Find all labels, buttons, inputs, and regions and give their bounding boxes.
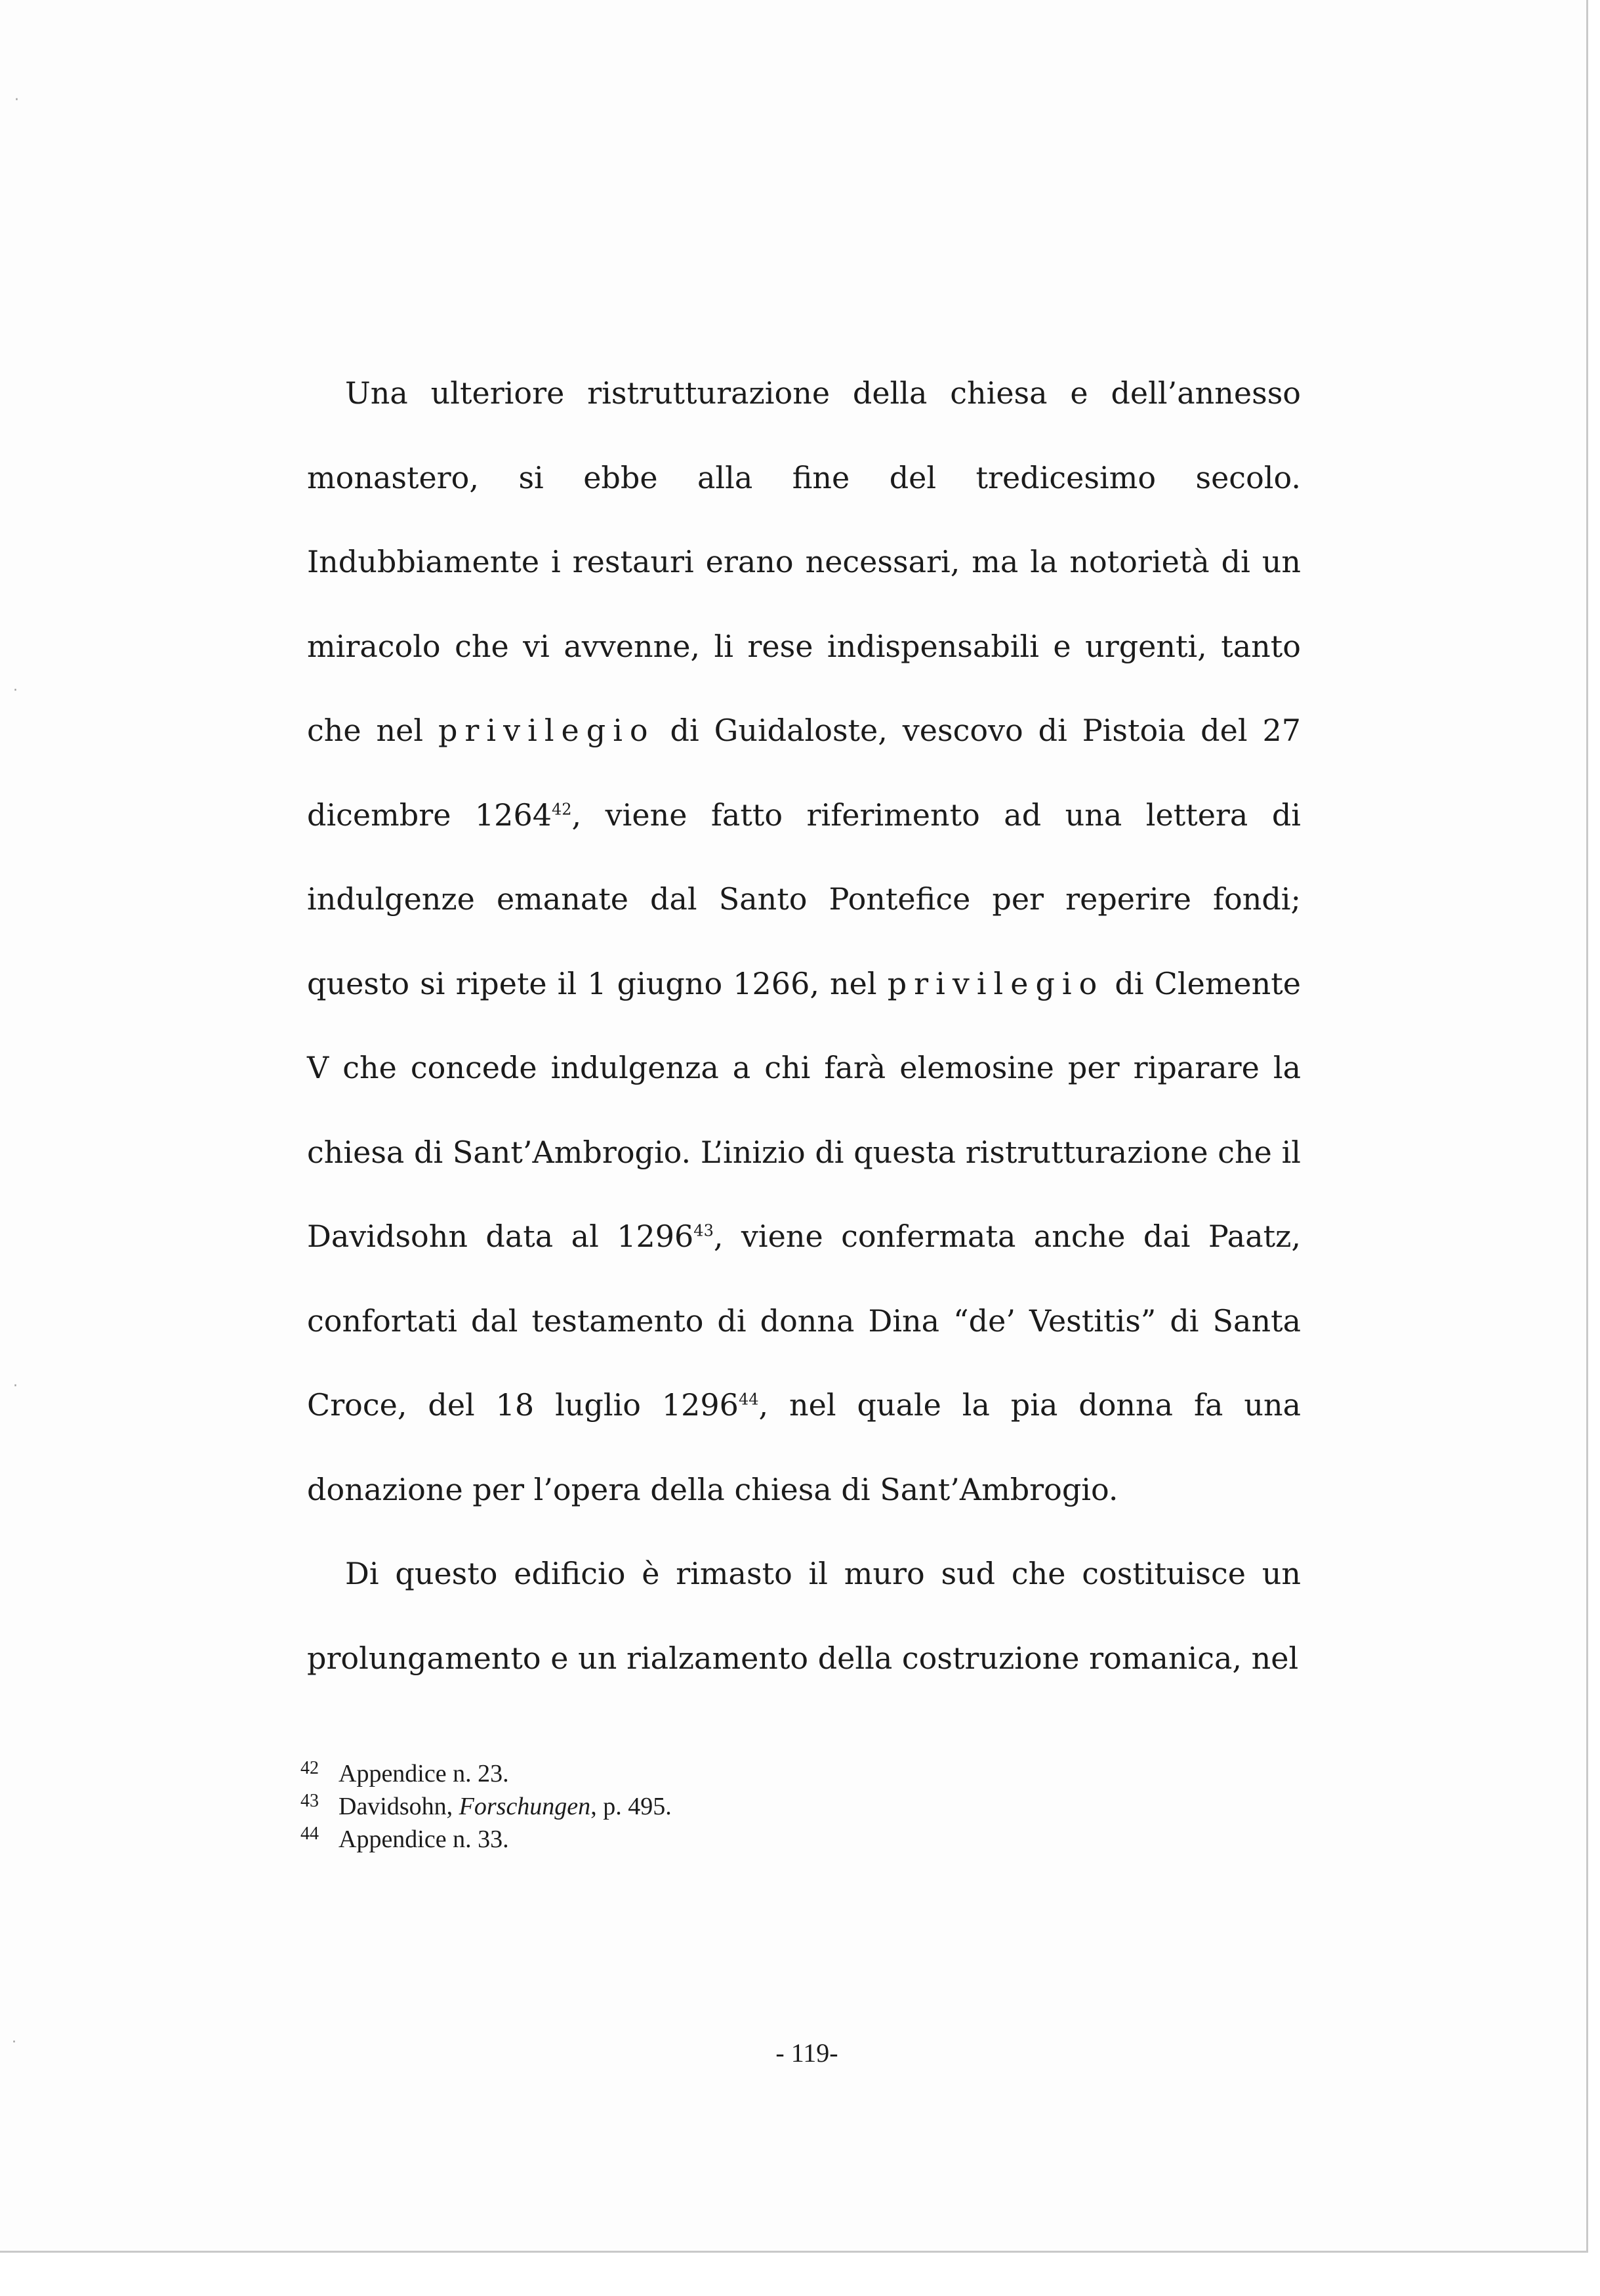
footnote-number: 43 (300, 1791, 319, 1811)
text-run: Appendice n. 33. (338, 1826, 509, 1853)
footnote-reference: 44 (738, 1390, 759, 1409)
footnote-text (338, 1759, 509, 1789)
footnotes (300, 1759, 1088, 1857)
footnote-text (338, 1824, 509, 1854)
margin-speck: · (12, 2034, 16, 2051)
paragraph (307, 1532, 1301, 1700)
paragraph (307, 351, 1301, 1532)
footnote-reference: 43 (693, 1221, 714, 1240)
footnote-text (338, 1791, 672, 1822)
text-run: , p. 495. (590, 1793, 672, 1820)
spaced-emphasis: privilegio (438, 713, 655, 748)
page-number: - 119- (775, 2038, 838, 2068)
text-run: Una ulteriore ristrutturazione della chiesa e dell’annesso monastero, si ebbe alla fine del tredicesimo secolo. Indubbiamente i restauri erano necessari, ma la notorietà di un miracolo che vi avvenne, li rese indispensabili e urgenti, tanto che nel (307, 375, 1301, 748)
footnote-reference: 42 (551, 800, 572, 819)
text-run: di Guidaloste, vescovo di Pistoia del 27 dicembre 1264 (307, 713, 1301, 833)
text-run: , nel quale la pia donna fa una donazione per l’opera della chiesa di Sant’Ambrogio. (307, 1387, 1301, 1507)
text-run: , viene confermata anche dai Paatz, confortati dal testamento di donna Dina “de’ Vestitis” di Santa Croce, del 18 luglio 1296 (307, 1219, 1301, 1423)
text-run: Appendice n. 23. (338, 1760, 509, 1787)
italic-title: Forschungen (459, 1793, 591, 1820)
footnote (300, 1824, 1088, 1857)
text-run: Di questo edificio è rimasto il muro sud che costituisce un prolungamento e un rialzamento della costruzione romanica, nel (307, 1556, 1301, 1676)
text-run: , viene fatto riferimento ad una lettera di indulgenze emanate dal Santo Pontefice per reperire fondi; questo si ripete il 1 giugno 1266, nel (307, 797, 1301, 1001)
text-run: Davidsohn, (338, 1793, 459, 1820)
footnote (300, 1791, 1088, 1824)
spaced-emphasis: privilegio (887, 965, 1105, 1001)
margin-speck: · (13, 682, 18, 699)
body-text (307, 351, 1301, 1700)
footnote (300, 1759, 1088, 1791)
margin-speck: · (14, 92, 19, 108)
text-run: di Clemente V che concede indulgenza a chi farà elemosine per riparare la chiesa di Sant’Ambrogio. L’inizio di questa ristrutturazione che il Davidsohn data al 1296 (307, 965, 1301, 1254)
footnote-number: 42 (300, 1758, 319, 1778)
footnote-number: 44 (300, 1824, 319, 1844)
margin-speck: · (13, 1378, 18, 1394)
